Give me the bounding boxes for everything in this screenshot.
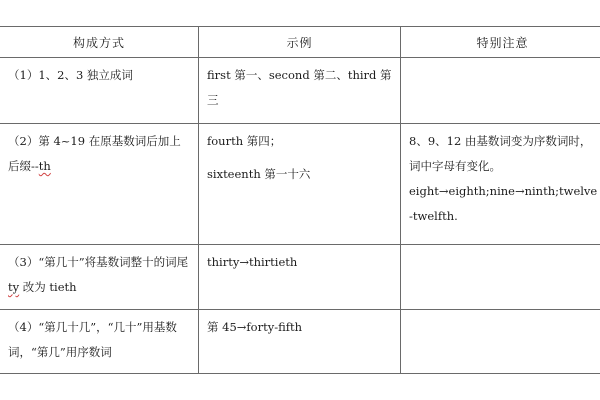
row1-note-cell bbox=[401, 58, 600, 124]
row2-example-2: sixteenth 第一十六 bbox=[207, 167, 311, 181]
row2-note-cell bbox=[401, 124, 600, 245]
row3-method-ty: ty bbox=[8, 280, 20, 294]
row1-method: （1）1、2、3 独立成词 bbox=[8, 68, 133, 82]
row1-method-cell bbox=[0, 58, 199, 124]
row4-method: （4）“第几十几”，“几十”用基数词，“第几”用序数词 bbox=[8, 320, 177, 359]
row1-example: first 第一、second 第二、third 第三 bbox=[207, 68, 392, 107]
row2-note-2: eight→eighth;nine→ninth;twelve-twelfth. bbox=[409, 184, 598, 223]
ordinal-number-table bbox=[0, 26, 600, 374]
header-row bbox=[0, 27, 600, 58]
header-method: 构成方式 bbox=[0, 27, 199, 58]
row3-example: thirty→thirtieth bbox=[207, 255, 298, 269]
header-example: 示例 bbox=[199, 27, 401, 58]
row2-method: （2）第 4~19 在原基数词后加上后缀--th bbox=[8, 134, 181, 173]
row4-method-cell bbox=[0, 310, 199, 374]
row1-example-cell bbox=[199, 58, 401, 124]
row4-example-cell bbox=[199, 310, 401, 374]
row4-example: 第 45→forty-fifth bbox=[207, 320, 303, 334]
row3-example-cell bbox=[199, 245, 401, 310]
row4-note-cell bbox=[401, 310, 600, 374]
row2-example-1: fourth 第四； bbox=[207, 134, 282, 148]
row2-example-cell bbox=[199, 124, 401, 245]
table-row bbox=[0, 58, 600, 124]
table-row bbox=[0, 245, 600, 310]
row2-method-suffix: th bbox=[38, 159, 51, 173]
table-row bbox=[0, 310, 600, 374]
header-note: 特别注意 bbox=[401, 27, 600, 58]
row3-method-cell bbox=[0, 245, 199, 310]
row3-note-cell bbox=[401, 245, 600, 310]
row3-method: （3）“第几十”将基数词整十的词尾 ty 改为 tieth bbox=[8, 255, 189, 294]
row2-note-1: 8、9、12 由基数词变为序数词时，词中字母有变化。 bbox=[409, 134, 592, 173]
table-row bbox=[0, 124, 600, 245]
row2-method-cell bbox=[0, 124, 199, 245]
